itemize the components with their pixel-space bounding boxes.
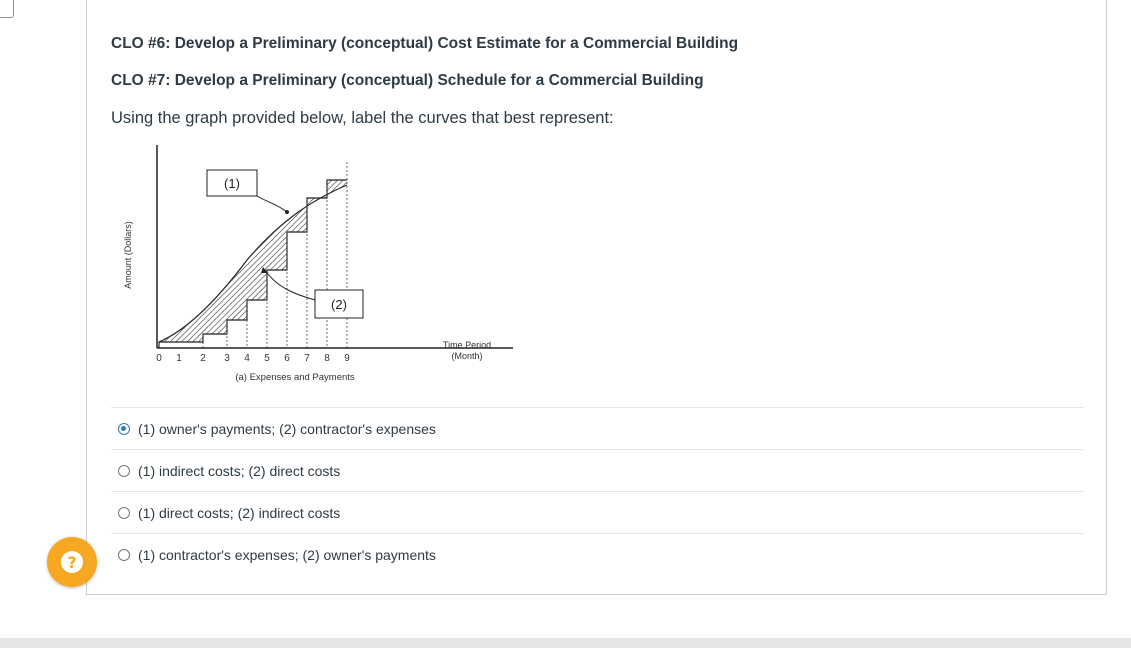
callout-2-label: (2): [331, 297, 347, 312]
answer-list: [111, 407, 1084, 575]
radio-unselected[interactable]: [118, 465, 130, 477]
radio-selected[interactable]: [118, 423, 130, 435]
question-prompt: Using the graph provided below, label the curves that best represent:: [111, 109, 614, 127]
x-tick: 8: [324, 353, 330, 364]
answer-label: (1) owner's payments; (2) contractor's expenses: [138, 420, 436, 437]
answer-label: (1) contractor's expenses; (2) owner's payments: [138, 546, 436, 563]
x-tick: 3: [224, 353, 230, 364]
x-tick: 1: [176, 353, 182, 364]
answer-option-4[interactable]: [111, 533, 1084, 575]
x-tick: 0: [156, 353, 162, 364]
x-axis-label-line2: (Month): [451, 351, 483, 361]
help-icon: ?: [61, 551, 83, 573]
answer-option-2[interactable]: [111, 449, 1084, 491]
radio-unselected[interactable]: [118, 507, 130, 519]
callout-1-arrow: [257, 196, 287, 212]
x-axis-label-line1: Time Period: [442, 340, 492, 350]
answer-label: (1) direct costs; (2) indirect costs: [138, 504, 341, 521]
help-button[interactable]: [47, 537, 97, 587]
figure-caption: (a) Expenses and Payments: [235, 372, 355, 383]
x-tick-labels: [156, 353, 350, 364]
x-tick: 6: [284, 353, 290, 364]
x-tick: 9: [344, 353, 350, 364]
radio-unselected[interactable]: [118, 549, 130, 561]
answer-label: (1) indirect costs; (2) direct costs: [138, 462, 341, 479]
answer-option-3[interactable]: [111, 491, 1084, 533]
question-card: [86, 0, 1107, 595]
clo7-heading: CLO #7: Develop a Preliminary (conceptual) Schedule for a Commercial Building: [111, 72, 704, 89]
callout-2-arrow: [265, 270, 315, 300]
y-axis-label: Amount (Dollars): [123, 221, 133, 289]
callout-1-label: (1): [224, 176, 240, 191]
x-tick: 7: [304, 353, 310, 364]
side-tab[interactable]: [0, 0, 14, 18]
clo6-heading: CLO #6: Develop a Preliminary (conceptual) Cost Estimate for a Commercial Building: [111, 35, 739, 52]
x-tick: 4: [244, 353, 250, 364]
status-bar: [0, 638, 1131, 648]
answer-option-1[interactable]: [111, 407, 1084, 449]
x-tick: 2: [200, 353, 206, 364]
expenses-payments-figure: [117, 140, 537, 390]
x-tick: 5: [264, 353, 270, 364]
